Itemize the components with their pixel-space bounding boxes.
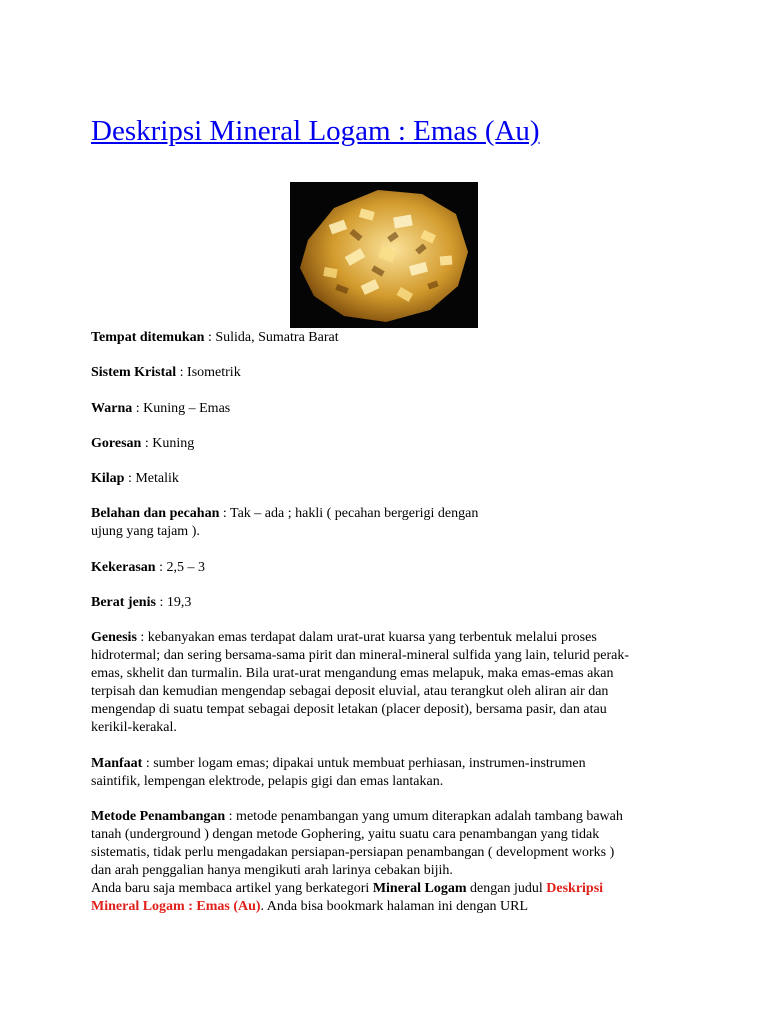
footer-outro: . Anda bisa bookmark halaman ini dengan URL [260, 898, 529, 914]
field-value-line: mengendap di suatu tempat sebagai deposit letakan (placer deposit), bersama pasir, dan atau [91, 702, 607, 718]
field-value-line: sistematis, tidak perlu mengadakan persiapan-persiapan penambangan ( development works ) [91, 844, 615, 860]
footer-title-link-cont[interactable]: Mineral Logam : Emas (Au) [91, 898, 261, 914]
article-body [91, 329, 651, 916]
field-value: : Kuning – Emas [132, 400, 231, 416]
footer-category: Mineral Logam [372, 880, 467, 896]
field-belahan-pecahan [91, 505, 651, 541]
footer-intro: Anda baru saja membaca artikel yang berkategori [91, 880, 373, 896]
field-value: : Isometrik [176, 365, 241, 381]
field-label: Tempat ditemukan [91, 330, 205, 345]
field-value: : 2,5 – 3 [155, 559, 205, 575]
field-label: Warna [91, 400, 133, 416]
field-goresan [91, 435, 651, 453]
field-label: Metode Penambangan [91, 808, 226, 824]
footer-title-link[interactable]: Deskripsi [546, 880, 604, 896]
field-label: Kilap [91, 471, 125, 487]
field-value: : Metalik [124, 471, 179, 487]
field-label: Berat jenis [91, 595, 156, 611]
field-genesis [91, 629, 651, 737]
field-kekerasan [91, 559, 651, 577]
field-metode-penambangan [91, 808, 651, 916]
article-title-link[interactable]: Deskripsi Mineral Logam : Emas (Au) [91, 115, 540, 147]
field-value: : Tak – ada ; hakli ( pecahan bergerigi dengan [219, 506, 479, 522]
field-label: Goresan [91, 435, 142, 451]
field-value: : Sulida, Sumatra Barat [204, 330, 339, 345]
field-label: Kekerasan [91, 559, 156, 575]
field-value-line: kerikil-kerakal. [91, 720, 177, 736]
gold-nugget-image [290, 182, 478, 328]
field-value: : sumber logam emas; dipakai untuk membuat perhiasan, instrumen-instrumen [142, 755, 586, 771]
field-kilap [91, 470, 651, 488]
field-warna [91, 400, 651, 418]
field-label: Belahan dan pecahan [91, 506, 220, 522]
field-value-line: saintifik, lempengan elektrode, pelapis gigi dan emas lantakan. [91, 773, 444, 789]
field-value-line: dan arah penggalian hanya mengikuti arah larinya cebakan bijih. [91, 862, 453, 878]
field-value-line: terpisah dan kemudian mengendap sebagai deposit eluvial, atau terangkut oleh aliran air dan [91, 684, 609, 700]
field-value: : Kuning [141, 435, 195, 451]
field-value: : kebanyakan emas terdapat dalam urat-urat kuarsa yang terbentuk melalui proses [136, 630, 597, 646]
field-value-line: tanah (underground ) dengan metode Gophering, yaitu suatu cara penambangan yang tidak [91, 826, 600, 842]
field-value-line: ujung yang tajam ). [91, 524, 200, 540]
field-tempat-ditemukan [91, 329, 651, 347]
field-value-line: emas, skhelit dan turmalin. Bila urat-urat mengandung emas melapuk, maka emas-emas akan [91, 666, 614, 682]
field-manfaat [91, 755, 651, 791]
field-sistem-kristal [91, 364, 651, 382]
field-label: Manfaat [91, 755, 143, 771]
field-label: Sistem Kristal [91, 365, 177, 381]
field-value-line: hidrotermal; dan sering bersama-sama pirit dan mineral-mineral sulfida yang lain, telurid perak- [91, 648, 630, 664]
field-value: : metode penambangan yang umum diterapkan adalah tambang bawah [225, 808, 623, 824]
field-value: : 19,3 [155, 595, 192, 611]
field-berat-jenis [91, 594, 651, 612]
footer-mid: dengan judul [466, 880, 547, 896]
field-label: Genesis [91, 630, 137, 646]
